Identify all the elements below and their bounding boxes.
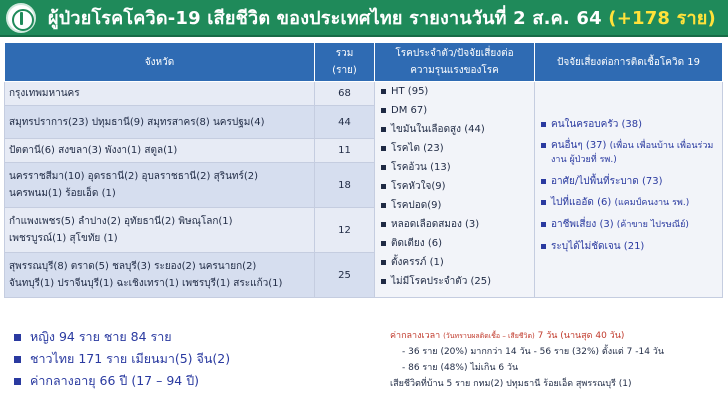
disease-list	[379, 85, 530, 288]
risk-main: อาชีพเสี่ยง (3)	[551, 219, 614, 230]
risk-main: คนอื่นๆ (37)	[551, 140, 607, 151]
page-title	[36, 3, 728, 32]
timing-title-value: 7 วัน (นานสุด 40 วัน)	[537, 331, 625, 341]
col-header-disease-line2: ความรุนแรงของโรค	[410, 65, 499, 76]
count-cell: 25	[315, 253, 375, 298]
risk-list-cell	[535, 82, 723, 298]
list-item: ตั้งครรภ์ (1)	[379, 256, 530, 269]
list-item: DM 67)	[379, 104, 530, 117]
list-item: ค่ากลางอายุ 66 ปี (17 – 94 ปี)	[12, 370, 352, 392]
risk-main: อาศัย/ไปพื้นที่ระบาด (73)	[551, 176, 663, 187]
risk-main: ระบุได้ไม่ชัดเจน (21)	[551, 241, 645, 252]
list-item	[539, 139, 718, 167]
risk-main: คนในครอบครัว (38)	[551, 119, 643, 130]
list-item	[539, 175, 718, 188]
province-text: นครราชสีมา(10) อุดรธานี(2) อุบลราชธานี(2) สุรินทร์(2)	[9, 171, 259, 182]
count-cell: 68	[315, 82, 375, 106]
province-cell	[5, 208, 315, 253]
title-text: ผู้ป่วยโรคโควิด-19 เสียชีวิต ของประเทศไทย รายงานวันที่ 2 ส.ค. 64	[48, 8, 602, 29]
disease-list-cell	[375, 82, 535, 298]
timing-line-2: - 86 ราย (48%) ไม่เกิน 6 วัน	[402, 363, 519, 373]
timing-line-1: - 36 ราย (20%) มากกว่า 14 วัน - 56 ราย (32%) ตั้งแต่ 7 -14 วัน	[402, 347, 664, 357]
home-deaths-line: เสียชีวิตที่บ้าน 5 ราย กทม(2) ปทุมธานี ร้อยเอ็ด สุพรรณบุรี (1)	[390, 379, 632, 389]
list-item: โรคอ้วน (13)	[379, 161, 530, 174]
col-header-total-line2: (ราย)	[332, 65, 357, 76]
summary-list	[12, 326, 352, 392]
count-cell: 11	[315, 139, 375, 163]
list-item: หญิง 94 ราย ชาย 84 ราย	[12, 326, 352, 348]
list-item	[539, 118, 718, 131]
list-item: โรคไต (23)	[379, 142, 530, 155]
col-header-total	[315, 43, 375, 82]
col-header-province: จังหวัด	[5, 43, 315, 82]
table-header-row	[5, 43, 723, 82]
province-cell	[5, 163, 315, 208]
province-cell	[5, 82, 315, 106]
col-header-risk: ปัจจัยเสี่ยงต่อการติดเชื้อโควิด 19	[535, 43, 723, 82]
list-item: ติดเตียง (6)	[379, 237, 530, 250]
risk-sub: (เพื่อน เพื่อนบ้าน เพื่อนร่วมงาน ผู้ป่วยที่ รพ.)	[551, 141, 714, 165]
province-cell	[5, 253, 315, 298]
deaths-table	[4, 42, 723, 298]
list-item: โรคหัวใจ(9)	[379, 180, 530, 193]
list-item	[539, 218, 718, 232]
province-text: กำแพงเพชร(5) ลำปาง(2) อุทัยธานี(2) พิษณุโลก(1)	[9, 216, 233, 227]
timing-title-note: (วันทราบผลติดเชื้อ – เสียชีวิต)	[443, 332, 535, 340]
list-item	[539, 196, 718, 210]
province-text: เพชรบูรณ์(1) สุโขทัย (1)	[9, 233, 118, 244]
list-item: ไม่มีโรคประจำตัว (25)	[379, 275, 530, 288]
province-text: สมุทรปราการ(23) ปทุมธานี(9) สมุทรสาคร(8) นครปฐม(4)	[9, 116, 265, 128]
province-text: ปัตตานี(6) สงขลา(3) พังงา(1) สตูล(1)	[9, 145, 178, 156]
count-cell: 18	[315, 163, 375, 208]
col-header-total-line1: รวม	[335, 48, 354, 59]
risk-sub: (ค้าขาย ไปรษณีย์)	[616, 220, 689, 230]
list-item: ชาวไทย 171 ราย เมียนมา(5) จีน(2)	[12, 348, 352, 370]
list-item: โรคปอด(9)	[379, 199, 530, 212]
risk-main: ไปที่แออัด (6)	[551, 197, 612, 208]
timing-title: ค่ากลางเวลา	[390, 331, 441, 341]
list-item: หลอดเลือดสมอง (3)	[379, 218, 530, 231]
list-item: HT (95)	[379, 85, 530, 98]
col-header-disease-line1: โรคประจำตัว/ปัจจัยเสี่ยงต่อ	[395, 48, 514, 59]
list-item: ไขมันในเลือดสูง (44)	[379, 123, 530, 136]
province-cell	[5, 106, 315, 139]
province-text: จันทบุรี(1) ปราจีนบุรี(1) ฉะเชิงเทรา(1) เพชรบุรี(1) สระแก้ว(1)	[9, 278, 283, 289]
timing-title-line	[390, 328, 720, 344]
province-text: กรุงเทพมหานคร	[9, 88, 80, 99]
province-cell	[5, 139, 315, 163]
risk-sub: (แคมป์คนงาน รพ.)	[614, 198, 690, 208]
list-item	[539, 240, 718, 253]
province-text: นครพนม(1) ร้อยเอ็ด (1)	[9, 188, 116, 199]
ministry-logo-icon	[6, 3, 36, 33]
risk-list	[539, 118, 718, 253]
title-highlight: (+178 ราย)	[608, 8, 716, 29]
col-header-disease	[375, 43, 535, 82]
timing-panel	[390, 328, 720, 392]
count-cell: 12	[315, 208, 375, 253]
province-text: สุพรรณบุรี(8) ตราด(5) ชลบุรี(3) ระยอง(2) นครนายก(2)	[9, 261, 257, 272]
table-row	[5, 82, 723, 106]
count-cell: 44	[315, 106, 375, 139]
header-bar	[0, 0, 728, 37]
